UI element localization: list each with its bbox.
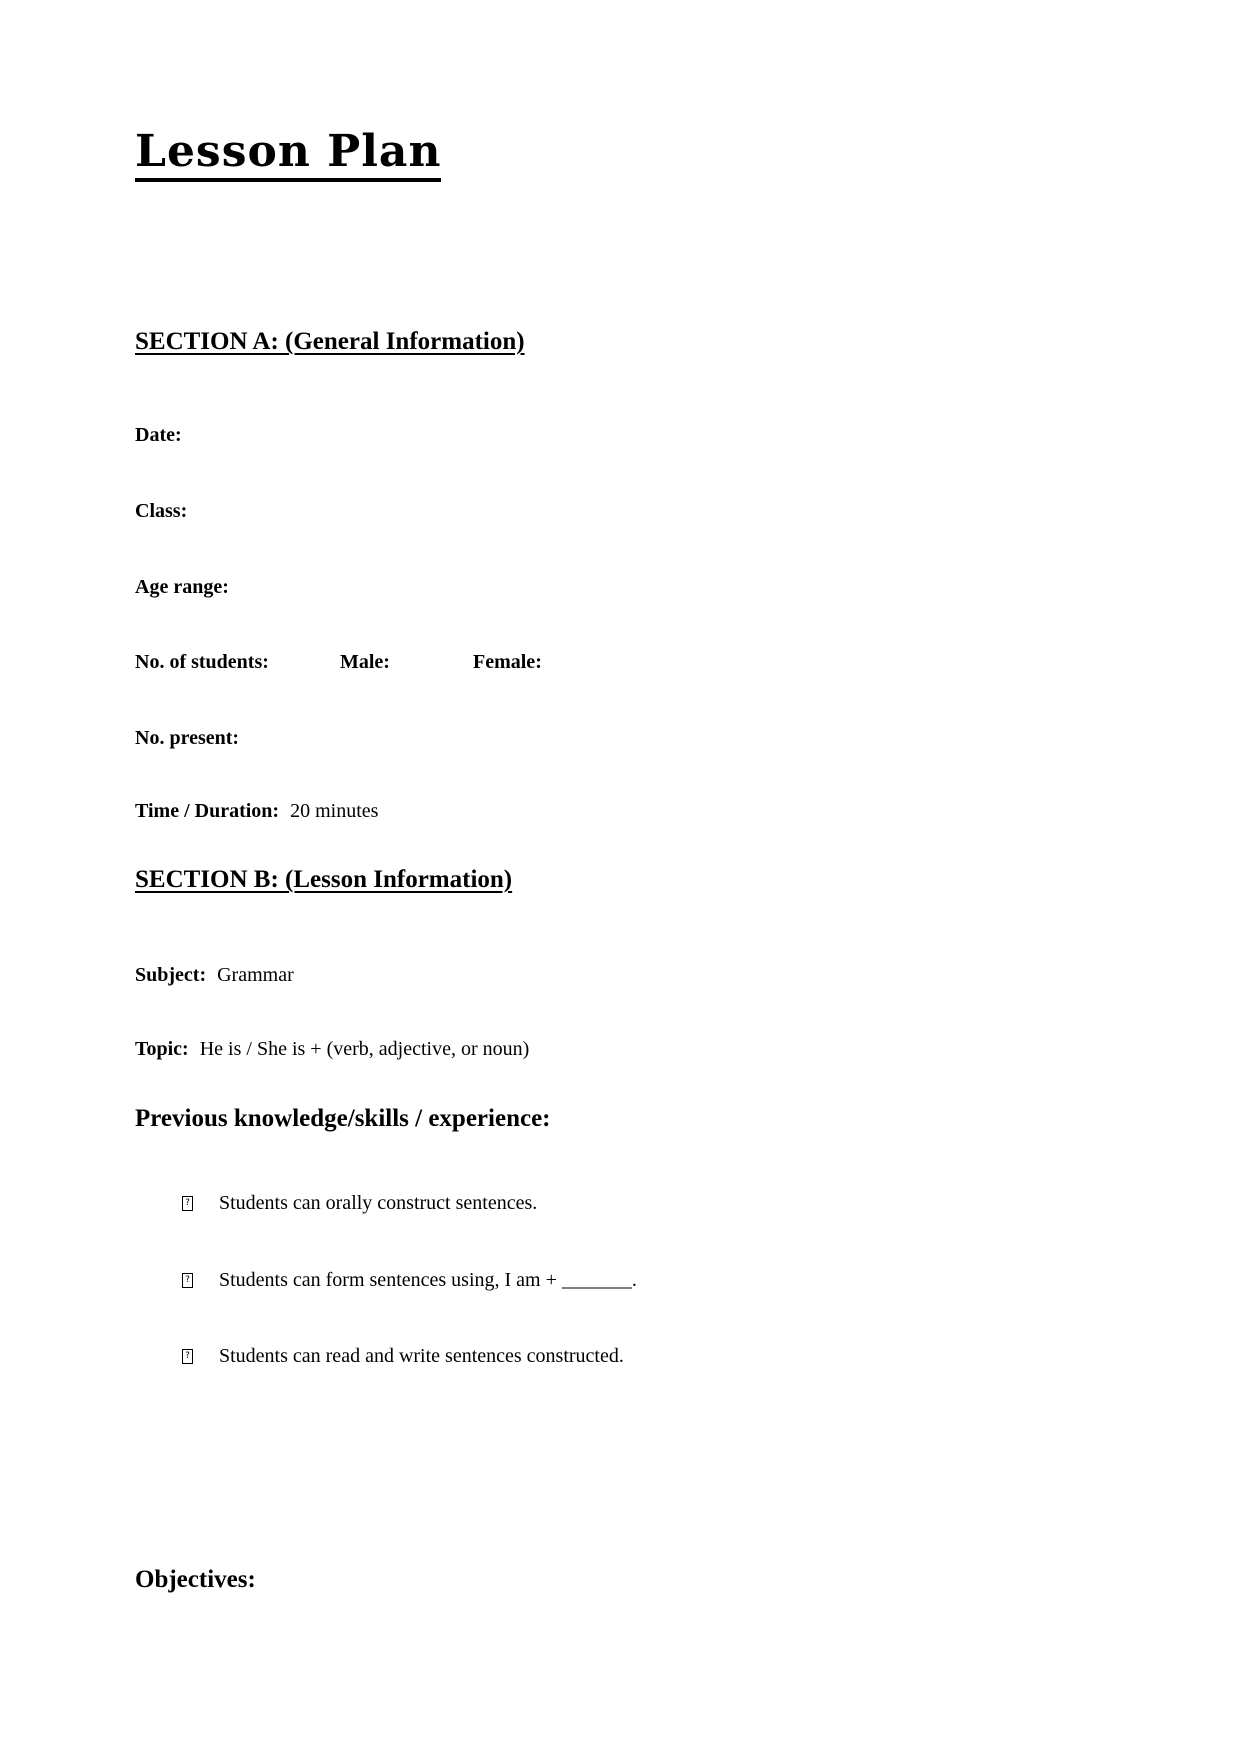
male-count-label: Male:	[340, 651, 390, 673]
missing-glyph-bullet-icon: ?	[182, 1349, 193, 1364]
list-item	[182, 1345, 624, 1368]
page-title: Lesson Plan	[135, 126, 441, 182]
subject-value: Grammar	[217, 964, 294, 986]
objectives-heading: Objectives:	[135, 1566, 256, 1593]
missing-glyph-bullet-icon: ?	[182, 1196, 193, 1211]
present-count-label: No. present:	[135, 727, 240, 749]
missing-glyph-bullet-icon: ?	[182, 1273, 193, 1288]
list-item	[182, 1192, 537, 1215]
list-item-text: Students can orally construct sentences.	[219, 1192, 538, 1214]
time-duration-value: 20 minutes	[290, 800, 379, 822]
class-field-label: Class:	[135, 500, 188, 522]
subject-line	[135, 964, 294, 987]
section-b-heading: SECTION B: (Lesson Information)	[135, 866, 513, 893]
age-range-field-label: Age range:	[135, 576, 229, 598]
female-count-label: Female:	[473, 651, 542, 673]
topic-line	[135, 1038, 529, 1061]
students-count-label: No. of students:	[135, 651, 269, 673]
list-item	[182, 1269, 637, 1292]
list-item-text: Students can read and write sentences constructed.	[219, 1345, 624, 1367]
date-field-label: Date:	[135, 424, 182, 446]
topic-label: Topic:	[135, 1038, 189, 1060]
list-item-text: Students can form sentences using, I am + _______.	[219, 1269, 637, 1291]
time-duration-line	[135, 800, 378, 823]
topic-value: He is / She is + (verb, adjective, or noun)	[199, 1038, 530, 1060]
students-count-line	[135, 651, 835, 674]
subject-label: Subject:	[135, 964, 207, 986]
section-a-heading: SECTION A: (General Information)	[135, 328, 525, 355]
previous-knowledge-heading: Previous knowledge/skills / experience:	[135, 1105, 551, 1132]
time-duration-label: Time / Duration:	[135, 800, 280, 822]
